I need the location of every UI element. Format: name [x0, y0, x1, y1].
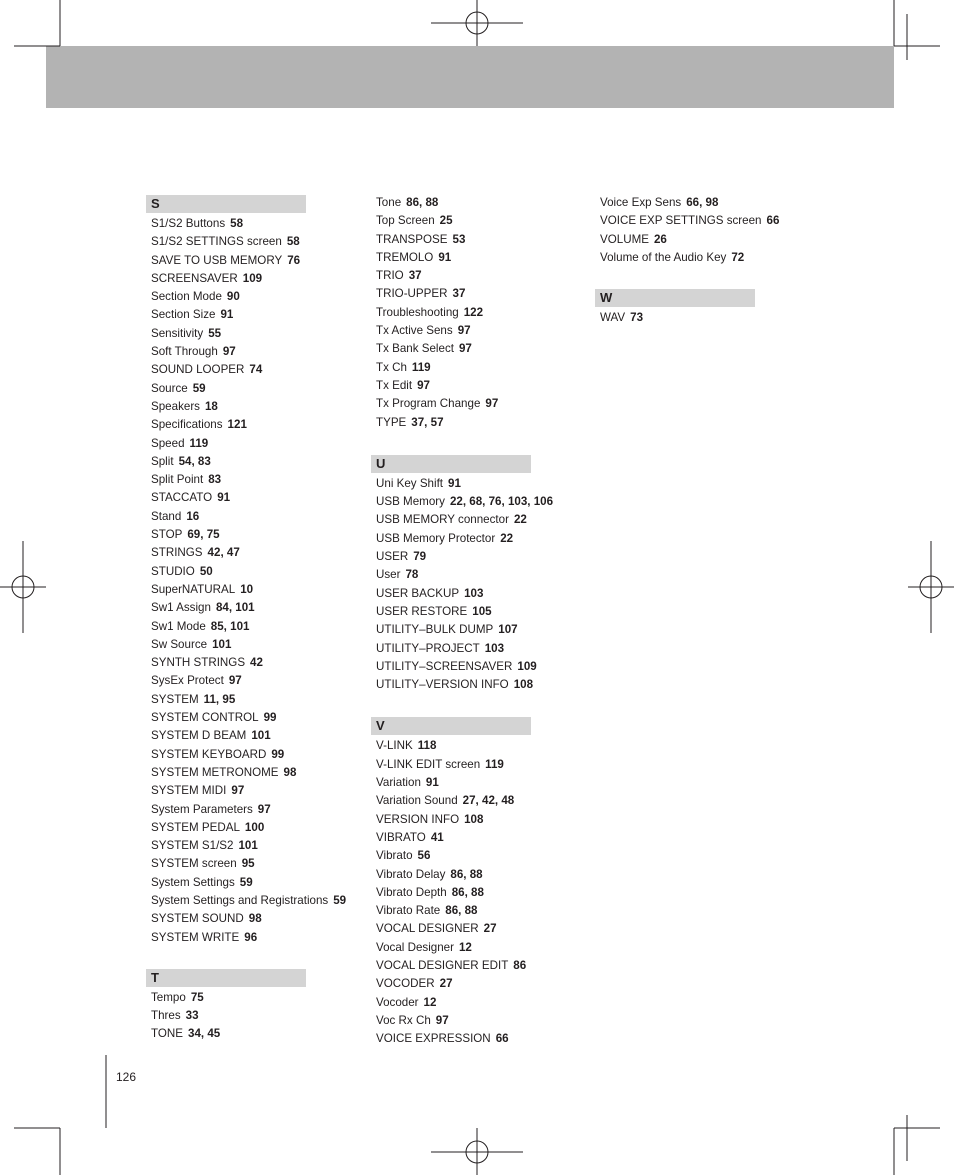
index-entry: USER BACKUP 103 — [376, 586, 484, 600]
index-entry: STUDIO 50 — [151, 564, 213, 578]
index-entry: SAVE TO USB MEMORY 76 — [151, 253, 301, 267]
index-entry: System Settings 59 — [151, 875, 253, 889]
index-entry: Troubleshooting 122 — [376, 305, 484, 319]
index-entry: SCREENSAVER 109 — [151, 271, 263, 285]
index-entry: Split Point 83 — [151, 473, 222, 487]
index-entry: Speed 119 — [151, 436, 209, 450]
index-entry: Section Mode 90 — [151, 290, 240, 304]
index-entry: Vibrato Delay 86, 88 — [376, 867, 483, 881]
index-entry: UTILITY–VERSION INFO 108 — [376, 678, 534, 692]
index-entry: Tx Active Sens 97 — [376, 324, 471, 338]
index-entry: V-LINK EDIT screen 119 — [376, 757, 504, 771]
index-entry: SOUND LOOPER 74 — [151, 363, 263, 377]
index-entry: Vocal Designer 12 — [376, 940, 472, 954]
index-entry: Sw1 Assign 84, 101 — [151, 601, 255, 615]
index-entry: Stand 16 — [151, 509, 200, 523]
index-entry: Tempo 75 — [151, 990, 204, 1004]
index-entry: Sensitivity 55 — [151, 326, 222, 340]
index-entry: UTILITY–BULK DUMP 107 — [376, 623, 518, 637]
index-entry: User 78 — [376, 568, 419, 582]
page-number: 126 — [116, 1070, 137, 1084]
letter-heading-t: T — [146, 969, 306, 987]
index-entry: SYSTEM KEYBOARD 99 — [151, 747, 285, 761]
index-entry: Voice Exp Sens 66, 98 — [600, 196, 719, 209]
index-entry: SYSTEM MIDI 97 — [151, 784, 245, 798]
index-entry: VOICE EXP SETTINGS screen 66 — [600, 214, 780, 228]
index-entry: S1/S2 SETTINGS screen 58 — [151, 235, 300, 249]
index-entry: STACCATO 91 — [151, 491, 231, 505]
index-entry: Soft Through 97 — [151, 345, 236, 359]
index-entry: Tx Program Change 97 — [376, 397, 499, 411]
index-entry: V-LINK 118 — [376, 739, 437, 753]
index-entry: UTILITY–PROJECT 103 — [376, 641, 505, 655]
index-entry: USB Memory Protector 22 — [376, 531, 514, 545]
index-entry: SYSTEM METRONOME 98 — [151, 765, 297, 779]
index-entry: SYSTEM screen 95 — [151, 857, 255, 871]
index-entry: Speakers 18 — [151, 399, 218, 413]
index-entry: Sw Source 101 — [151, 637, 232, 651]
index-entry: VIBRATO 41 — [376, 830, 444, 844]
index-entry: Split 54, 83 — [151, 454, 211, 468]
index-entry: SYSTEM WRITE 96 — [151, 930, 258, 944]
index-entry: TRIO 37 — [376, 269, 422, 283]
index-column-2 — [371, 194, 553, 1048]
index-entry: Vibrato Rate 86, 88 — [376, 904, 478, 918]
index-entry: Vibrato Depth 86, 88 — [376, 885, 484, 899]
index-entry: Tx Edit 97 — [376, 378, 430, 392]
index-entry: USB MEMORY connector 22 — [376, 513, 527, 527]
index-entry: SuperNATURAL 10 — [151, 582, 254, 596]
index-entry: System Settings and Registrations 59 — [151, 893, 347, 907]
letter-heading-u: U — [371, 455, 531, 473]
index-entry: VOCAL DESIGNER EDIT 86 — [376, 958, 527, 972]
index-entry: Uni Key Shift 91 — [376, 476, 461, 490]
index-entry: Thres 33 — [151, 1009, 199, 1023]
index-entry: TRIO-UPPER 37 — [376, 287, 466, 301]
index-entry: S1/S2 Buttons 58 — [151, 217, 244, 230]
letter-heading-w: W — [595, 289, 755, 307]
index-entry: VOLUME 26 — [600, 232, 667, 246]
index-entry: VOCAL DESIGNER 27 — [376, 922, 497, 936]
index-entry: USER RESTORE 105 — [376, 604, 492, 618]
index-column-3 — [595, 194, 779, 327]
index-entry: SYSTEM D BEAM 101 — [151, 729, 271, 743]
index-entry: VERSION INFO 108 — [376, 812, 484, 826]
index-entry: Sw1 Mode 85, 101 — [151, 619, 250, 633]
index-entry: UTILITY–SCREENSAVER 109 — [376, 659, 537, 673]
index-entry: VOICE EXPRESSION 66 — [376, 1032, 509, 1046]
index-entry: Tone 86, 88 — [376, 196, 439, 209]
index-entry: USER 79 — [376, 550, 427, 564]
index-entry: Section Size 91 — [151, 308, 234, 322]
index-entry: TRANSPOSE 53 — [376, 232, 466, 246]
header-band — [46, 46, 894, 108]
index-entry: SYSTEM CONTROL 99 — [151, 711, 277, 725]
index-entry: Vibrato 56 — [376, 849, 431, 863]
index-entry: SYNTH STRINGS 42 — [151, 656, 263, 670]
index-entry: WAV 73 — [600, 311, 644, 325]
index-entry: Variation 91 — [376, 776, 439, 790]
letter-heading-s: S — [146, 195, 306, 213]
index-entry: Vocoder 12 — [376, 995, 437, 1009]
index-entry: TONE 34, 45 — [151, 1027, 221, 1041]
index-entry: System Parameters 97 — [151, 802, 271, 816]
index-entry: USB Memory 22, 68, 76, 103, 106 — [376, 495, 554, 509]
letter-heading-v: V — [371, 717, 531, 735]
index-entry: Volume of the Audio Key 72 — [600, 250, 745, 264]
index-entry: TREMOLO 91 — [376, 250, 452, 264]
index-entry: SYSTEM 11, 95 — [151, 692, 236, 706]
index-entry: STOP 69, 75 — [151, 528, 220, 542]
index-entry: VOCODER 27 — [376, 977, 453, 991]
index-entry: Tx Ch 119 — [376, 360, 431, 374]
index-entry: SysEx Protect 97 — [151, 674, 242, 688]
index-column-1 — [146, 195, 346, 1044]
index-entry: SYSTEM SOUND 98 — [151, 912, 262, 926]
index-entry: SYSTEM PEDAL 100 — [151, 820, 265, 834]
index-entry: Voc Rx Ch 97 — [376, 1013, 449, 1027]
index-entry: Tx Bank Select 97 — [376, 342, 472, 356]
index-entry: SYSTEM S1/S2 101 — [151, 839, 258, 853]
index-entry: Source 59 — [151, 381, 206, 395]
index-entry: Variation Sound 27, 42, 48 — [376, 794, 515, 808]
index-entry: STRINGS 42, 47 — [151, 546, 240, 560]
index-entry: Top Screen 25 — [376, 214, 453, 228]
index-entry: TYPE 37, 57 — [376, 415, 444, 429]
index-entry: Specifications 121 — [151, 418, 247, 432]
